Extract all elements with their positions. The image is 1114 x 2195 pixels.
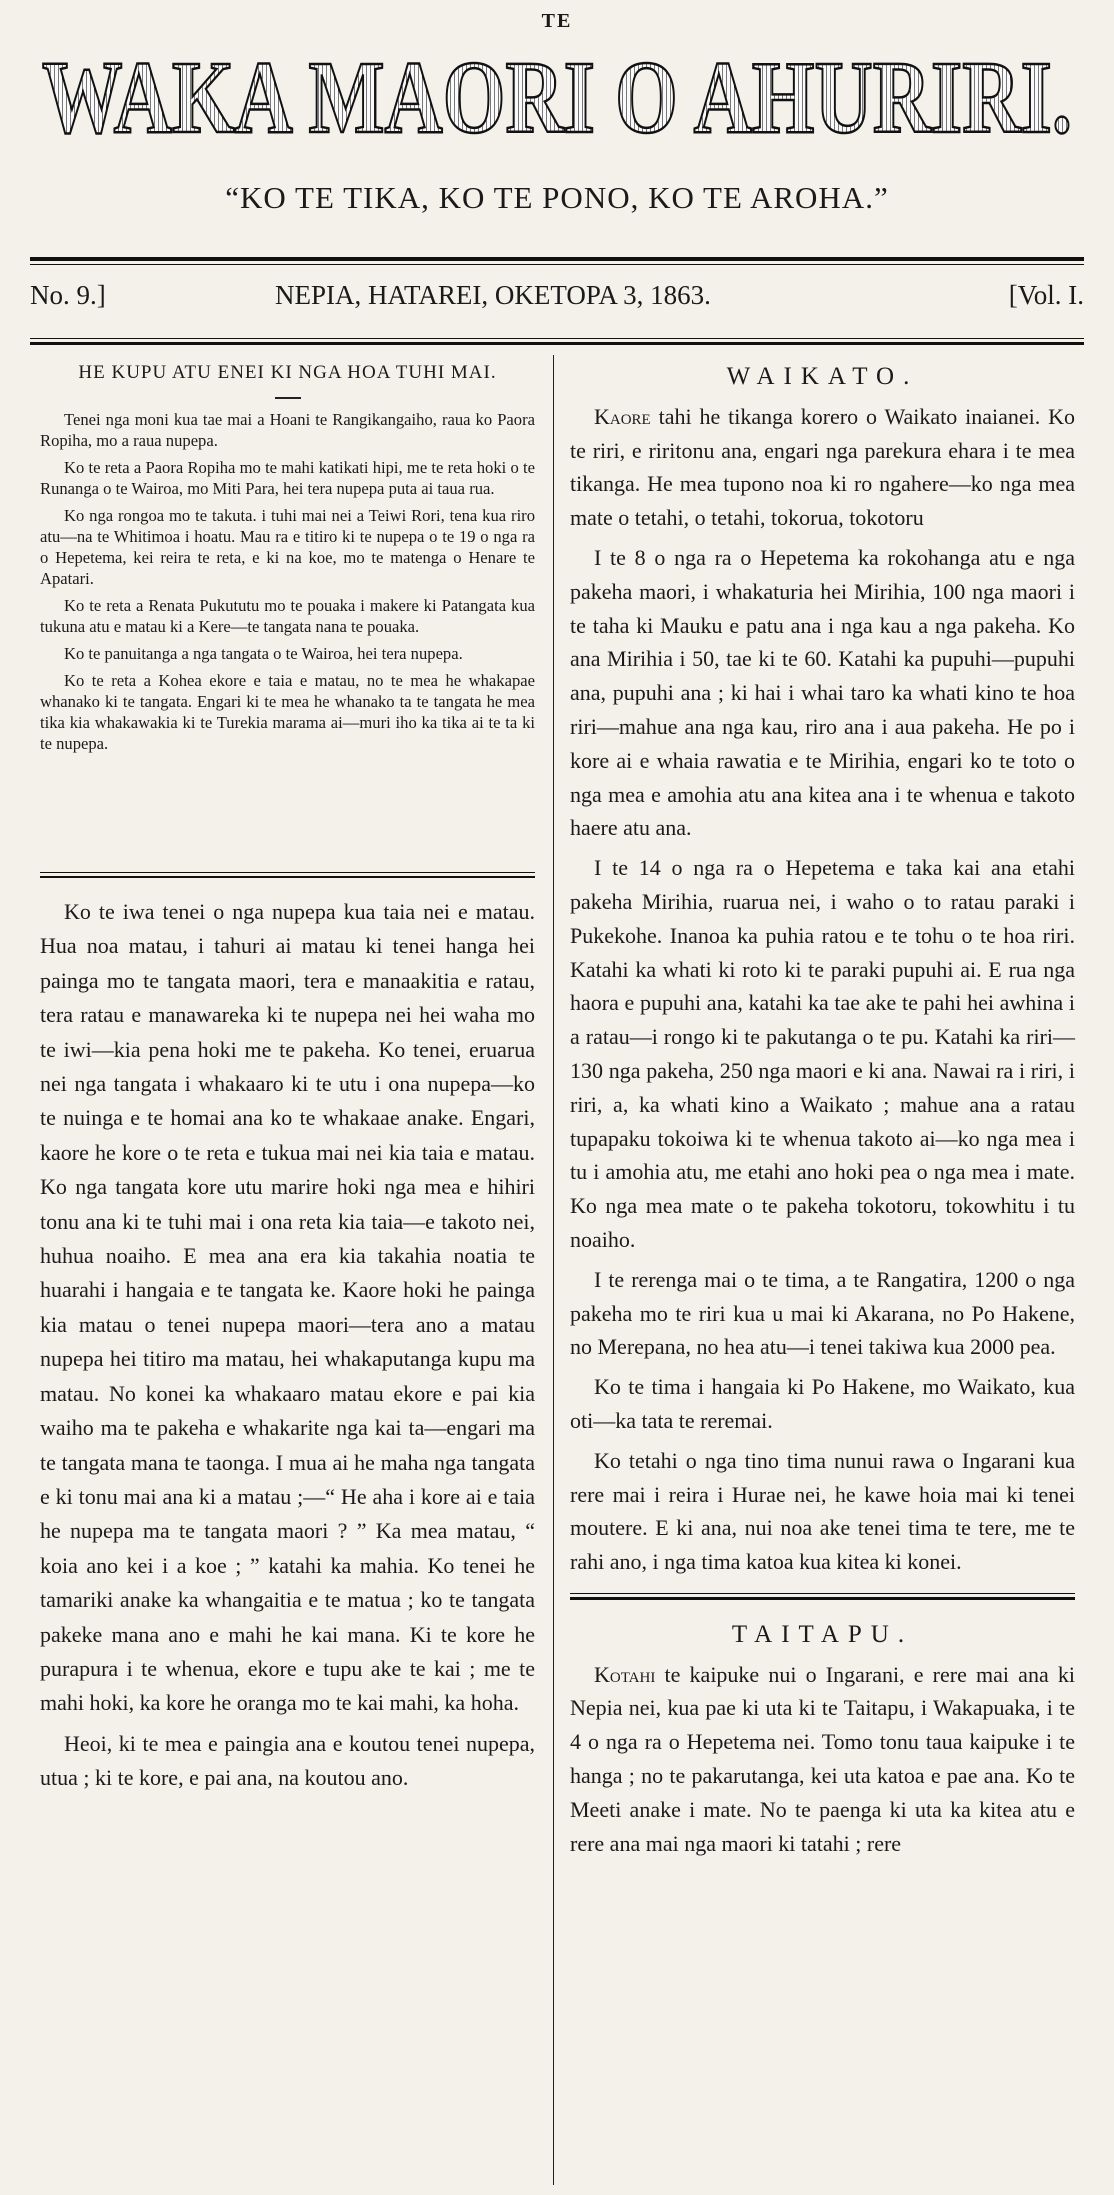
notice-rule	[40, 872, 535, 873]
news-column	[570, 360, 1075, 1866]
top-rule	[30, 257, 1084, 261]
notice-paragraph: Ko te panuitanga a nga tangata o te Wairoa, hei tera nupepa.	[64, 644, 463, 663]
waikato-paragraph: Ko te tima i hangaia ki Po Hakene, mo Waikato, kua oti—ka tata te reremai.	[570, 1374, 1075, 1433]
taitapu-lead-word: Kotahi	[594, 1661, 656, 1687]
volume-number: [Vol. I.	[1008, 280, 1084, 310]
waikato-paragraph-text: tahi he tikanga korero o Waikato inaianei. Ko te riri, e riritonu ana, engari nga parekura ehara i te mea tikanga. He mea tupono noa ki ro ngahere—ko nga mea mate o tetahi, o tetahi, tokorua, tokotoru	[570, 403, 1075, 531]
notice-section	[40, 360, 535, 760]
top-rule-thin	[30, 264, 1084, 265]
notice-rule-thick	[40, 876, 535, 878]
taitapu-paragraph	[570, 1658, 1075, 1861]
column-divider	[553, 355, 554, 2185]
dateline-rule	[30, 342, 1084, 345]
editorial-paragraph: Heoi, ki te mea e paingia ana e koutou tenei nupepa, utua ; ki te kore, e pai ana, na koutou ano.	[40, 1730, 535, 1791]
notice-short-rule	[275, 397, 301, 399]
issue-number: No. 9.]	[30, 280, 106, 310]
masthead-te: TE	[541, 10, 573, 32]
section-rule	[570, 1593, 1075, 1594]
waikato-paragraph: I te 8 o nga ra o Hepetema ka rokohanga atu e nga pakeha maori, i whakaturia hei Mirihia, 100 nga maori i te taha ki Mauku e patu ana i nga kau a nga pakeha. Ko ana Mirihia i 50, tae ki te 60. Katahi ka pupuhi—pupuhi ana, pupuhi ana ; ki hai i whai taro ka whati kino te hoa riri—mahue ana nga kau, riro ana i aua pakeha. He po i kore ai e whaia rawatia e te Mirihia, engari ko te toto o nga mea e amohia atu ana kitea ana i te whenua e takoto haere atu ana.	[570, 544, 1075, 841]
waikato-paragraph	[570, 400, 1075, 535]
waikato-paragraph: Ko tetahi o nga tino tima nunui rawa o Ingarani kua rere mai i reira i Hurae nei, he kawe hoia mai ki tenei moutere. E ki ana, nui noa ake tenei tima te tere, me te rahi ano, i nga tima katoa kua kitea ki konei.	[570, 1447, 1075, 1575]
notice-paragraph: Ko nga rongoa mo te takuta. i tuhi mai nei a Teiwi Rori, tena kua riro atu—na te Whitimoa i hoatu. Mau ra e titiro ki te nupepa o te 19 o nga ra o Hepetema, kei reira te reta, e ki na koe, mo te matenga o Henare te Apatari.	[40, 506, 535, 588]
issue-date: NEPIA, HATAREI, OKETOPA 3, 1863.	[275, 280, 711, 310]
waikato-lead-word: Kaore	[594, 403, 651, 429]
notice-heading: HE KUPU ATU ENEI KI NGA HOA TUHI MAI.	[78, 362, 497, 383]
dateline	[30, 280, 1084, 320]
notice-paragraph: Tenei nga moni kua tae mai a Hoani te Rangikangaiho, raua ko Paora Ropiha, mo a raua nupepa.	[40, 410, 535, 450]
taitapu-paragraph-text: te kaipuke nui o Ingarani, e rere mai ana ki Nepia nei, kua pae ki uta ki te Taitapu, i Wakapuaka, i te 4 o nga ra o Hepetema nei. Tomo tonu taua kaipuke i te hanga ; no te pakarutanga, kei uta katoa e pae ana. Ko te Meeti anake i mate. No te paenga ki uta ka kitea atu e rere ana mai nga maori ki tatahi ; rere	[570, 1661, 1075, 1856]
section-rule-thick	[570, 1597, 1075, 1600]
waikato-title: WAIKATO.	[726, 363, 919, 390]
motto: “KO TE TIKA, KO TE PONO, KO TE AROHA.”	[225, 180, 889, 215]
notice-paragraph: Ko te reta a Paora Ropiha mo te mahi katikati hipi, me te reta hoki o te Runanga o te Wairoa, mo Miti Para, hei tera nupepa puta ai taua rua.	[40, 458, 535, 498]
editorial-paragraph: Ko te iwa tenei o nga nupepa kua taia nei e matau. Hua noa matau, i tahuri ai matau ki tenei hanga hei painga mo te tangata maori, tera e manaakitia e ratau, tera ratau e manawareka ki te nupepa nei hei waha mo te iwi—kia pena hoki me te pakeha. Ko tenei, eruarua nei nga tangata i whakaaro ki te utu i ona nupepa—ko te nuinga e te homai ana ko te whakaae anake. Engari, kaore he kore o te reta e tukua mai nei kia taia e matau. Ko nga tangata kore utu marire hoki nga mea e hihiri tonu ana ki te tuhi mai i ona reta kia taia—e takoto nei, huhua noaiho. E mea ana era kia takahia noatia te huarahi i hangaia e te tangata ke. Kaore hoki he painga kia matau o tenei nupepa maori—tera ano a matau nupepa hei titiro ma matau, hei whakaputanga kupu ma matau. No konei ka whakaaro matau ekore e pai kia waiho ma te pakeha e whakarite nga kai ta—engari ma te tangata mana te taonga. I mua ai he maha nga tangata e ki tonu mai ana ki a matau ;—“ He aha i kore ai e taia he nupepa ma te tangata maori ? ” Ka mea matau, “ koia ano kei i a koe ; ” katahi ka mahia. Ko tenei he tamariki anake ka whangaitia e te matua ; ko te tangata pakeke mana ano e mahi he kai mana. Ki te kore he purapura i te whenua, ekore e tupu ake te kai ; me te mahi hoki, ka kore he oranga mo te kai mahi, ka hoha.	[40, 899, 535, 1716]
masthead-title-text: WAKA MAORI O AHURIRI.	[42, 40, 1072, 150]
dateline-rule-thin	[30, 338, 1084, 339]
waikato-paragraph: I te rerenga mai o te tima, a te Rangatira, 1200 o nga pakeha mo te riri kua u mai ki Akarana, no Po Hakene, no Merepana, no hea atu—i tenei takiwa kua 2000 pea.	[570, 1266, 1075, 1360]
masthead-title	[30, 40, 1084, 150]
editorial-section	[40, 895, 535, 1802]
waikato-paragraph: I te 14 o nga ra o Hepetema e taka kai ana etahi pakeha Mirihia, ruarua nei, i waho o to ratau paraki i Pukekohe. Inanoa ka puhia ratou e te tohu o te hoa riri. Katahi ka whati ki roto ki te paraki pupuhi ai. E rua nga haora e pupuhi ana, katahi ka tae ake te pahi hei awhina i a ratau—i rongo ki te pakutanga o te pu. Katahi ka riri—130 nga pakeha, 250 nga maori e ki ana. Nawai ra i riri, i riri, a, ka whati kino a Waikato ; mahue ana a ratau tupapaku tokoiwa ki te whenua takoto ai—ko nga mea i tu i amohia atu, me etahi ano hoki pea o nga mea i mate. Ko nga mea mate o te pakeha tokotoru, tokowhitu i tu noaiho.	[570, 855, 1075, 1252]
notice-paragraph: Ko te reta a Kohea ekore e taia e matau, no te mea he whakapae whanako ki te tangata. Engari ki te mea he whanako ta te tangata he mea tika kia whakawakia ki te Turekia marama ai—muri iho ka tika ai te ta ki te nupepa.	[40, 671, 535, 753]
notice-paragraph: Ko te reta a Renata Pukututu mo te pouaka i makere ki Patangata kua tukuna atu e matau ki a Kere—te tangata nana te pouaka.	[40, 596, 535, 636]
taitapu-title: TAITAPU.	[731, 1620, 914, 1648]
